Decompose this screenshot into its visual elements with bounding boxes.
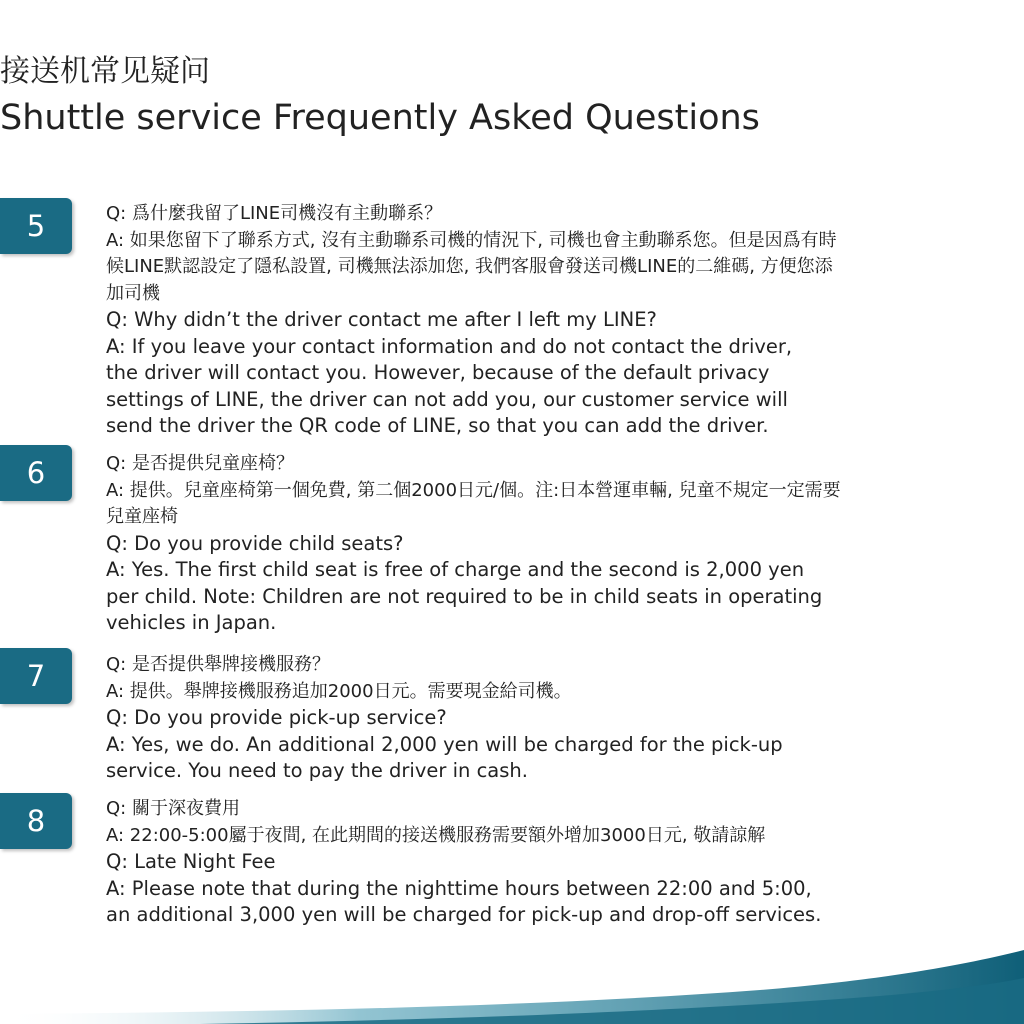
faq-item-7 [106,652,1016,785]
faq-answer-zh: 兒童座椅 [106,506,178,527]
faq-answer-zh: 候LINE默認設定了隱私設置, 司機無法添加您, 我們客服會發送司機LINE的二維碼, 方便您添 [106,256,833,277]
faq-answer-en: service. You need to pay the driver in cash. [106,759,528,782]
faq-answer-en: the driver will contact you. However, because of the default privacy [106,361,770,384]
page-title-chinese: 接送机常见疑问 [0,54,210,89]
faq-answer-zh: A: 提供。舉牌接機服務追加2000日元。需要現金給司機。 [106,680,572,702]
faq-question-en: Q: Why didn’t the driver contact me after I left my LINE? [106,308,657,331]
faq-answer-zh: A: 提供。兒童座椅第一個免費, 第二個2000日元/個。注:日本營運車輛, 兒童不規定一定需要 [106,479,841,501]
faq-number-badge: 8 [0,793,72,849]
faq-question-en: Q: Late Night Fee [106,850,276,873]
faq-question-zh: Q: 爲什麼我留了LINE司機沒有主動聯系？ [106,203,443,224]
faq-question-zh: Q: 關于深夜費用 [106,798,240,819]
faq-question-en: Q: Do you provide child seats? [106,531,404,555]
faq-answer-en: per child. Note: Children are not required to be in child seats in operating [106,584,823,608]
faq-item-6 [106,451,1016,637]
faq-number-badge: 5 [0,198,72,254]
faq-number-badge: 6 [0,445,72,501]
faq-answer-en: vehicles in Japan. [106,611,277,634]
faq-answer-en: settings of LINE, the driver can not add you, our customer service will [106,387,788,411]
faq-number-badge: 7 [0,648,72,704]
faq-item-8 [106,796,1016,929]
faq-answer-en: send the driver the QR code of LINE, so that you can add the driver. [106,414,769,437]
faq-item-5 [106,201,1016,440]
faq-answer-zh: A: 22:00-5:00屬于夜間, 在此期間的接送機服務需要額外增加3000日元, 敬請諒解 [106,824,766,846]
faq-answer-en: A: Please note that during the nighttime hours between 22:00 and 5:00, [106,876,812,900]
faq-question-en: Q: Do you provide pick-up service? [106,706,447,729]
faq-question-zh: Q: 是否提供舉牌接機服務？ [106,654,330,675]
faq-answer-en: A: Yes. The first child seat is free of charge and the second is 2,000 yen [106,558,805,581]
faq-answer-zh: 加司機 [106,282,160,304]
faq-answer-zh: A: 如果您留下了聯系方式, 沒有主動聯系司機的情況下, 司機也會主動聯系您。但是因爲有時 [106,229,837,251]
faq-answer-en: A: Yes, we do. An additional 2,000 yen will be charged for the pick-up [106,732,783,756]
faq-question-zh: Q: 是否提供兒童座椅？ [106,453,294,474]
faq-answer-en: A: If you leave your contact information and do not contact the driver, [106,334,793,358]
page-title-english: Shuttle service Frequently Asked Questions [0,98,760,138]
faq-answer-en: an additional 3,000 yen will be charged for pick-up and drop-off services. [106,903,822,926]
